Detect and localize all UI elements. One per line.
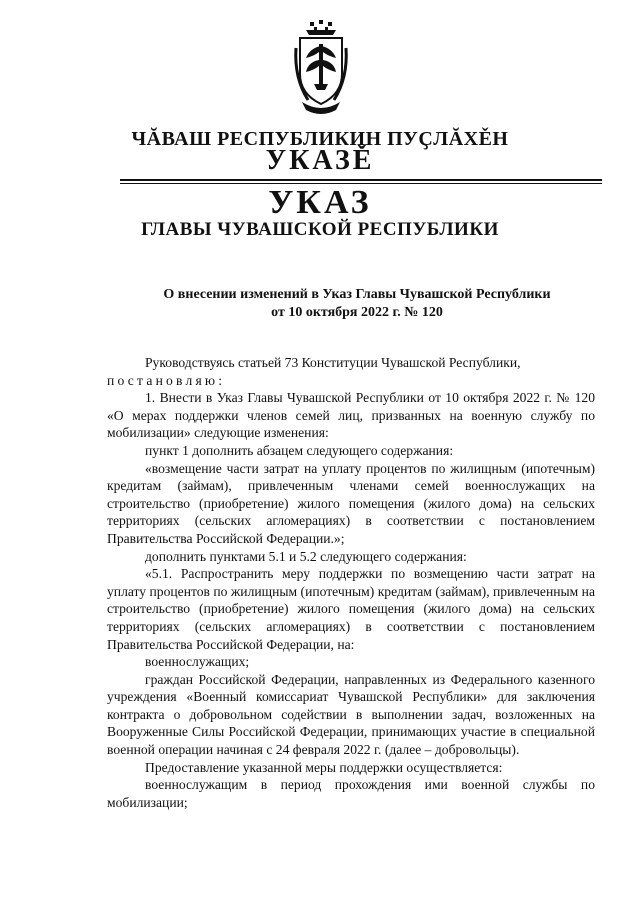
paragraph: граждан Российской Федерации, направленных из Федерального казенного учреждения «Военный комиссариат Чувашской Республики» для заключения контракта о добровольном содействии в выполнении задач, возложенных на Вооруженные Силы Российской Федерации, принимающих участие в специальной военной операции начиная с 24 февраля 2022 г. (далее – добровольцы). [107, 671, 595, 758]
paragraph: военнослужащим в период прохождения ими военной службы по мобилизации; [107, 777, 595, 810]
decree-body [107, 354, 595, 811]
decree-title-line1: О внесении изменений в Указ Главы Чувашской Республики [163, 287, 551, 302]
russian-header-line1: УКАЗ [268, 184, 372, 221]
header-divider-thick [120, 179, 602, 181]
paragraph: пункт 1 дополнить абзацем следующего содержания: [145, 442, 454, 458]
russian-header-line2: ГЛАВЫ ЧУВАШСКОЙ РЕСПУБЛИКИ [141, 219, 499, 240]
paragraph: «5.1. Распространить меру поддержки по возмещению части затрат на уплату процентов по жилищным (ипотечным) кредитам (займам), привлеченным на строительство (приобретение) жилого помещения (жилого дома) на сельских территориях (сельских агломерациях) в соответствии с постановлением Правительства Российской Федерации, на: [107, 566, 595, 652]
chuvash-coat-of-arms-icon [292, 18, 350, 118]
chuvash-header-line2: УКАЗĚ [265, 145, 375, 176]
chuvash-header-line1: ЧĂВАШ РЕСПУБЛИКИН ПУҪЛĂХĚН [131, 128, 509, 150]
decree-title-line2: от 10 октября 2022 г. № 120 [271, 305, 443, 320]
paragraph: Предоставление указанной меры поддержки осуществляется: [145, 759, 503, 775]
paragraph: дополнить пунктами 5.1 и 5.2 следующего содержания: [145, 548, 467, 564]
paragraph: военнослужащих; [145, 654, 250, 670]
paragraph: Руководствуясь статьей 73 Конституции Чувашской Республики, [145, 355, 521, 370]
paragraph: «возмещение части затрат на уплату процентов по жилищным (ипотечным) кредитам (займам), привлеченным членами семей военнослужащих на строительство (приобретение) жилого помещения (жилого дома) на сельских территориях (сельских агломерациях) в соответствии с постановлением Правительства Российской Федерации.»; [107, 460, 595, 546]
paragraph: 1. Внести в Указ Главы Чувашской Республики от 10 октября 2022 г. № 120 «О мерах поддержки членов семей лиц, призванных на военную службу по мобилизации» следующие изменения: [107, 390, 595, 441]
paragraph-resolve: постановляю: [107, 372, 226, 388]
